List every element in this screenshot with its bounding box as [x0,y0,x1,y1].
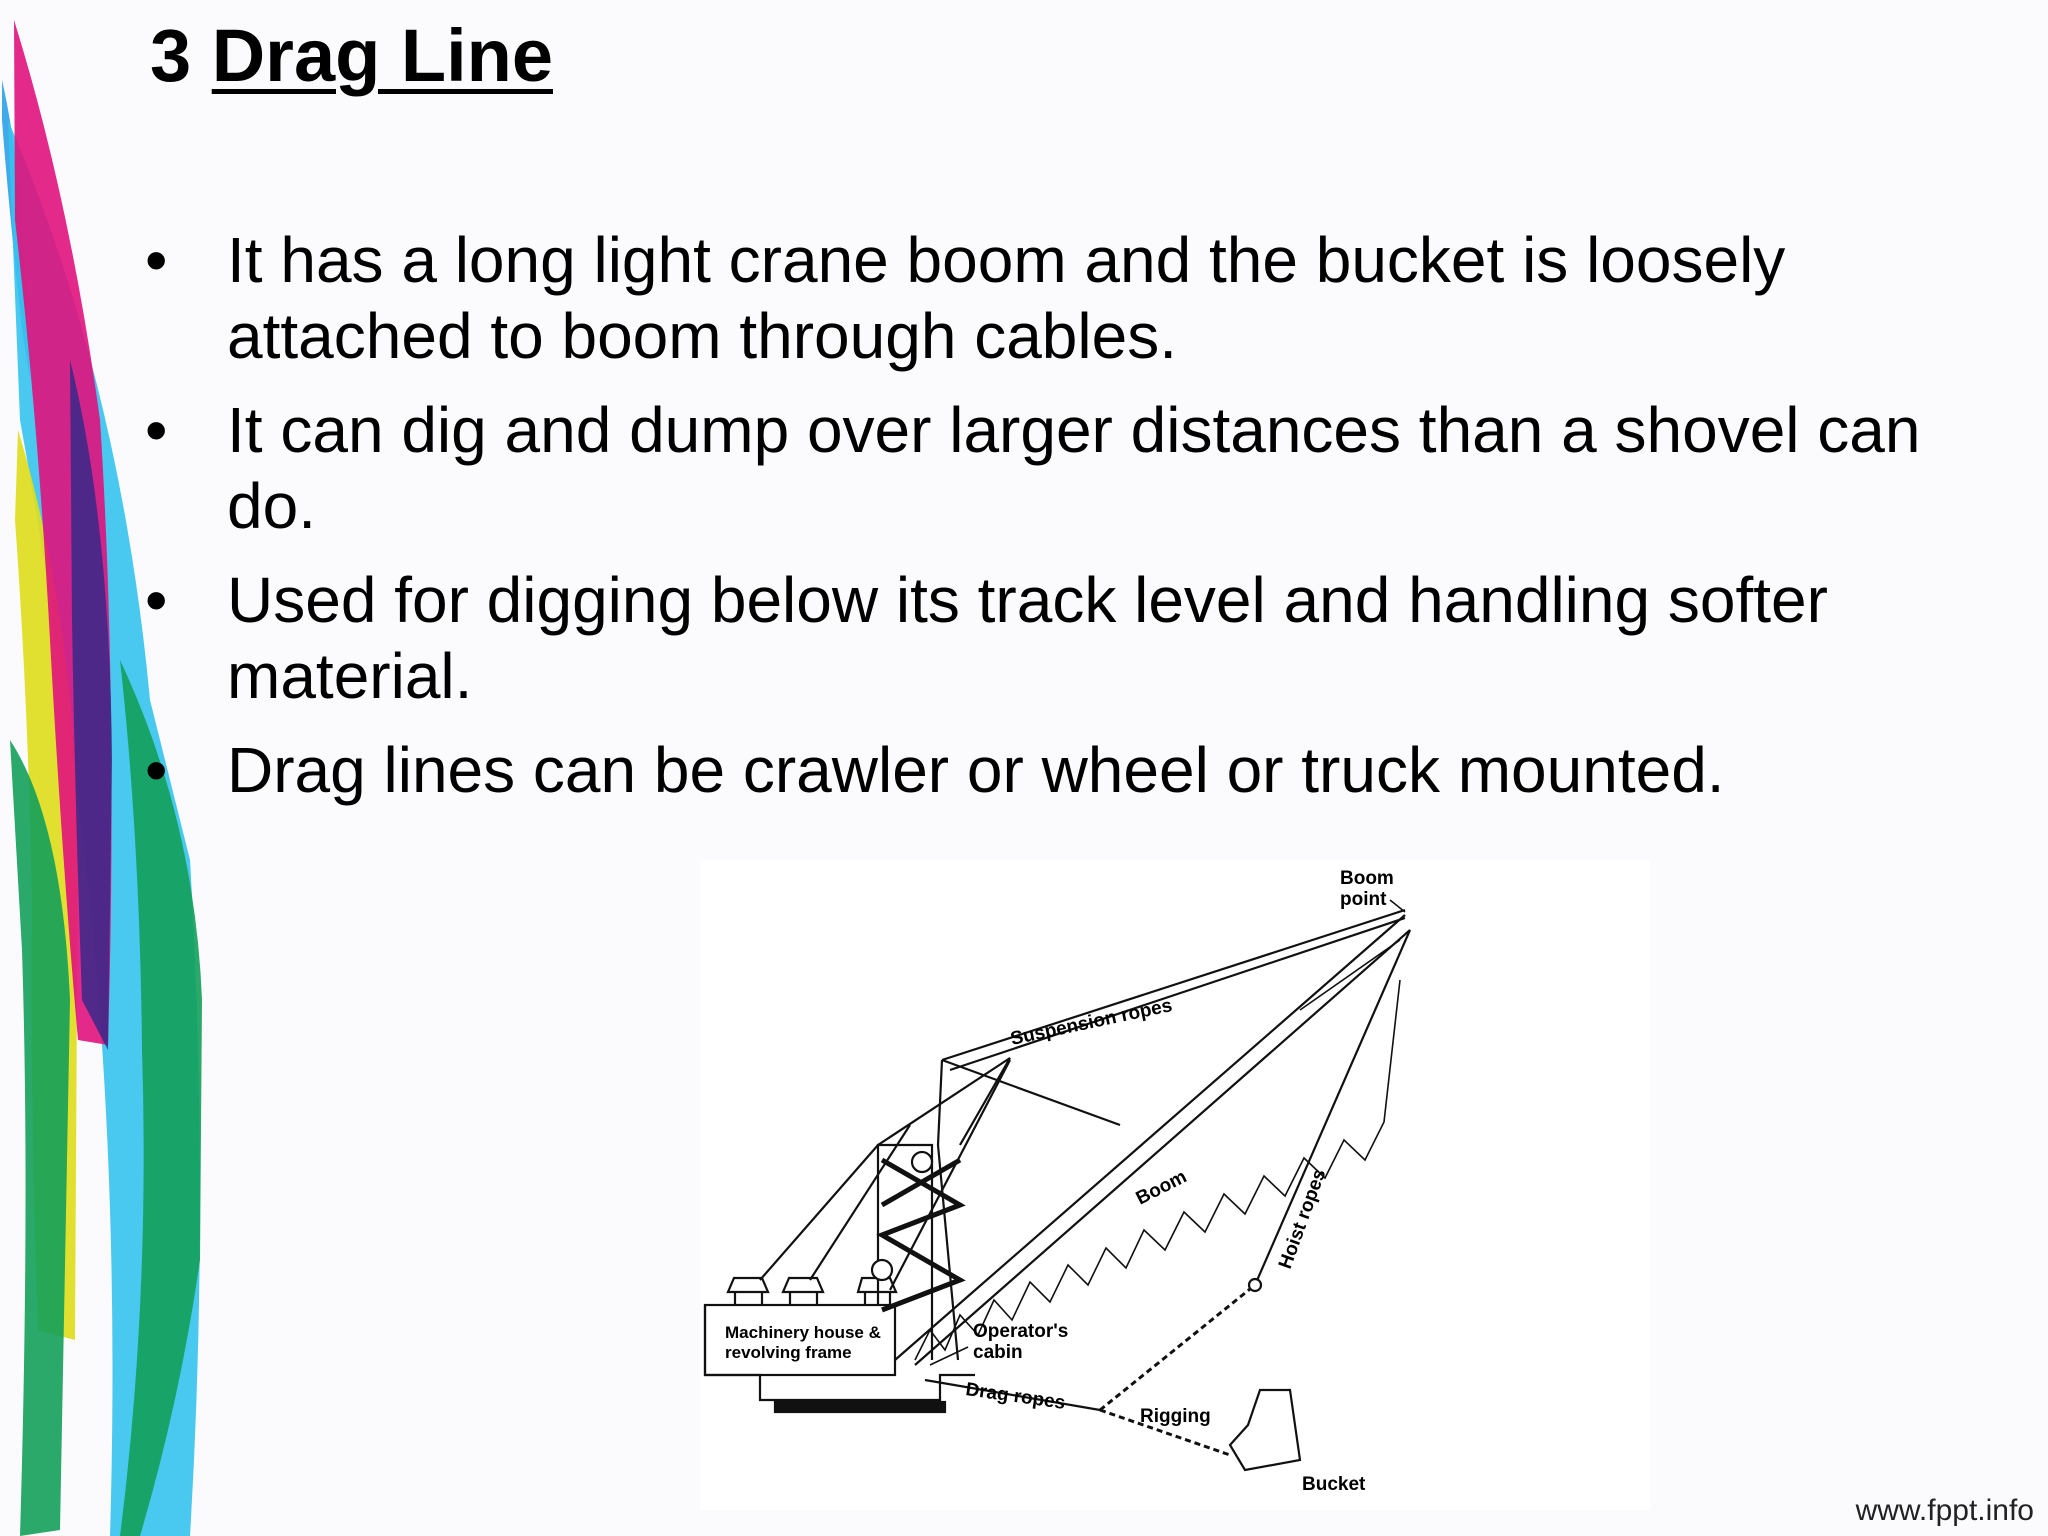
bullet-marker: • [145,734,168,806]
label-boom: Boom [1132,1166,1191,1210]
crawler-track [775,1402,945,1412]
label-suspension-ropes: Suspension ropes [1008,995,1175,1050]
bullet-item [145,732,1975,808]
bullet-marker: • [145,394,168,466]
label-operators-cabin-2: cabin [973,1342,1023,1363]
bullet-text: Drag lines can be crawler or wheel or truck mounted. [227,734,1725,806]
sheave [912,1152,932,1172]
title-number: 3 [150,14,192,97]
bullet-item [145,392,1975,544]
bullet-marker: • [145,564,168,636]
bullet-text: Used for digging below its track level and handling softer material. [227,564,1828,712]
label-rigging: Rigging [1140,1406,1211,1427]
bullet-item [145,562,1975,714]
bullet-list [145,222,1975,826]
title-text: Drag Line [211,14,553,97]
label-hoist-ropes: Hoist ropes [1274,1166,1331,1272]
label-bucket: Bucket [1302,1474,1366,1495]
bullet-text: It has a long light crane boom and the bucket is loosely attached to boom through cables. [227,224,1786,372]
label-boom-point-2: point [1340,889,1387,910]
dragline-diagram [700,860,1650,1510]
sheave [872,1260,892,1280]
bullet-marker: • [145,224,168,296]
label-machinery-house-2: revolving frame [725,1343,852,1362]
label-boom-point-1: Boom [1340,868,1394,889]
label-drag-ropes: Drag ropes [964,1379,1067,1414]
bullet-item [145,222,1975,374]
slide-title [150,12,553,101]
label-operators-cabin-1: Operator's [973,1321,1069,1342]
label-machinery-house-1: Machinery house & [725,1323,881,1342]
hoist-block [1249,1279,1261,1291]
bullet-text: It can dig and dump over larger distances than a shovel can do. [227,394,1921,542]
footer-url: www.fppt.info [1855,1494,2034,1527]
